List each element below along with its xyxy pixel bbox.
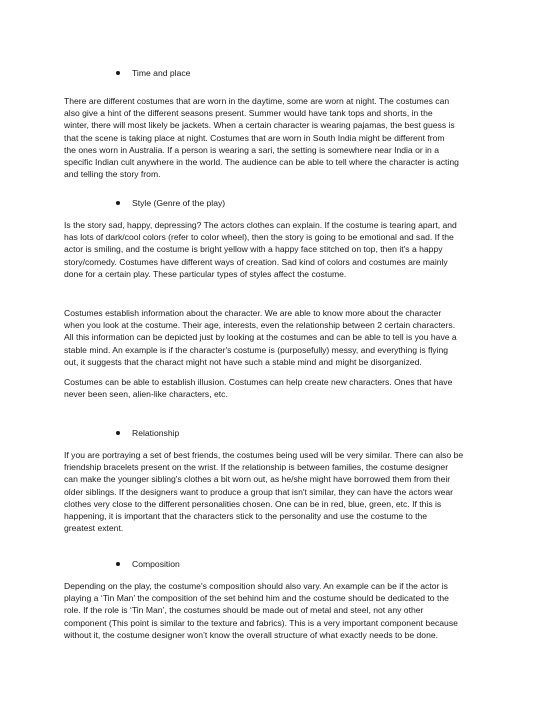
text-line: can make the younger sibling's clothes a bit worn out, as he/she might have borrowed them from their [64,474,451,485]
text-line: playing a ‘Tin Man’ the composition of the set behind him and the costume should be dedicated to the [64,593,449,604]
heading-text: Composition [132,559,180,569]
text-line: done for a certain play. These particular types of styles affect the costume. [64,268,347,279]
text-line: Is the story sad, happy, depressing? The actors clothes can explain. If the costume is tearing apart, and [64,220,457,230]
paragraph-time-and-place [64,95,504,180]
text-line: Depending on the play, the costume's composition should also vary. An example can be if the actor is [64,581,448,591]
paragraph-relationship [64,449,504,534]
bullet-icon [116,562,120,566]
heading-text: Time and place [132,68,191,78]
paragraph-illusion [64,376,504,400]
text-line: Costumes can be able to establish illusion. Costumes can help create new characters. Ones that have [64,377,453,387]
text-line: stable mind. An example is if the character's costume is (purposefully) messy, and everything is flying [64,344,449,355]
text-line: actor is smiling, and the costume is bright yellow with a happy face stitched on top, then it's a happy [64,244,443,255]
text-line: happening, it is important that the characters stick to the personality and use the costume to the [64,511,428,522]
text-line: older siblings. If the designers want to produce a group that isn't similar, they can have the actors wear [64,486,454,497]
text-line: greatest extent. [64,523,124,534]
text-line: has lots of dark/cool colors (refer to color wheel), then the story is going to be emotional and sad. If the [64,232,454,243]
bullet-icon [116,71,120,75]
text-line: clothes very close to the different personalities chosen. One can be in red, blue, green, etc. If this is [64,498,442,509]
text-line: component (This point is similar to the texture and fabrics). This is a very important component because [64,617,458,628]
text-line: and telling the story from. [64,169,161,180]
text-line: There are different costumes that are worn in the daytime, some are worn at night. The costumes can [64,96,450,106]
text-line: also give a hint of the different seasons present. Summer would have tank tops and shorts, in the [64,108,433,119]
bullet-icon [116,201,120,205]
text-line: specific Indian cult anywhere in the world. The audience can be able to tell where the character is acting [64,157,459,168]
heading-text: Style (Genre of the play) [132,198,226,208]
text-line: that the scene is taking place at night. Costumes that are worn in South India might be different from [64,132,445,143]
bullet-icon [116,431,120,435]
text-line: story/comedy. Costumes have different ways of creation. Sad kind of colors and costumes are mainly [64,256,448,267]
paragraph-character-information [64,307,504,368]
heading-text: Relationship [132,428,180,438]
paragraph-composition [64,580,504,641]
text-line: never been seen, alien-like characters, etc. [64,389,228,400]
text-line: Costumes establish information about the character. We are able to know more about the character [64,308,442,318]
text-line: friendship bracelets present on the wrist. If the relationship is between families, the costume designer [64,462,449,473]
text-line: role. If the role is ‘Tin Man’, the costumes should be made out of metal and steel, not any other [64,605,424,616]
text-line: when you look at the costume. Their age, interests, even the relationship between 2 certain characters. [64,320,456,331]
text-line: If you are portraying a set of best friends, the costumes being used will be very similar. There can also be [64,450,464,460]
paragraph-style [64,219,504,280]
text-line: out, it suggests that the charact might not have such a stable mind and might be disorganized. [64,356,422,367]
text-line: All this information can be depicted just by looking at the costumes and can be able to tell is you have a [64,332,457,343]
text-line: winter, there will most likely be jackets. When a certain character is wearing pajamas, the best guess is [64,120,455,131]
text-line: without it, the costume designer won’t know the overall structure of what exactly needs to be done. [64,629,439,640]
text-line: the ones worn in Australia. If a person is wearing a sari, the setting is somewhere near India or in a [64,144,439,155]
